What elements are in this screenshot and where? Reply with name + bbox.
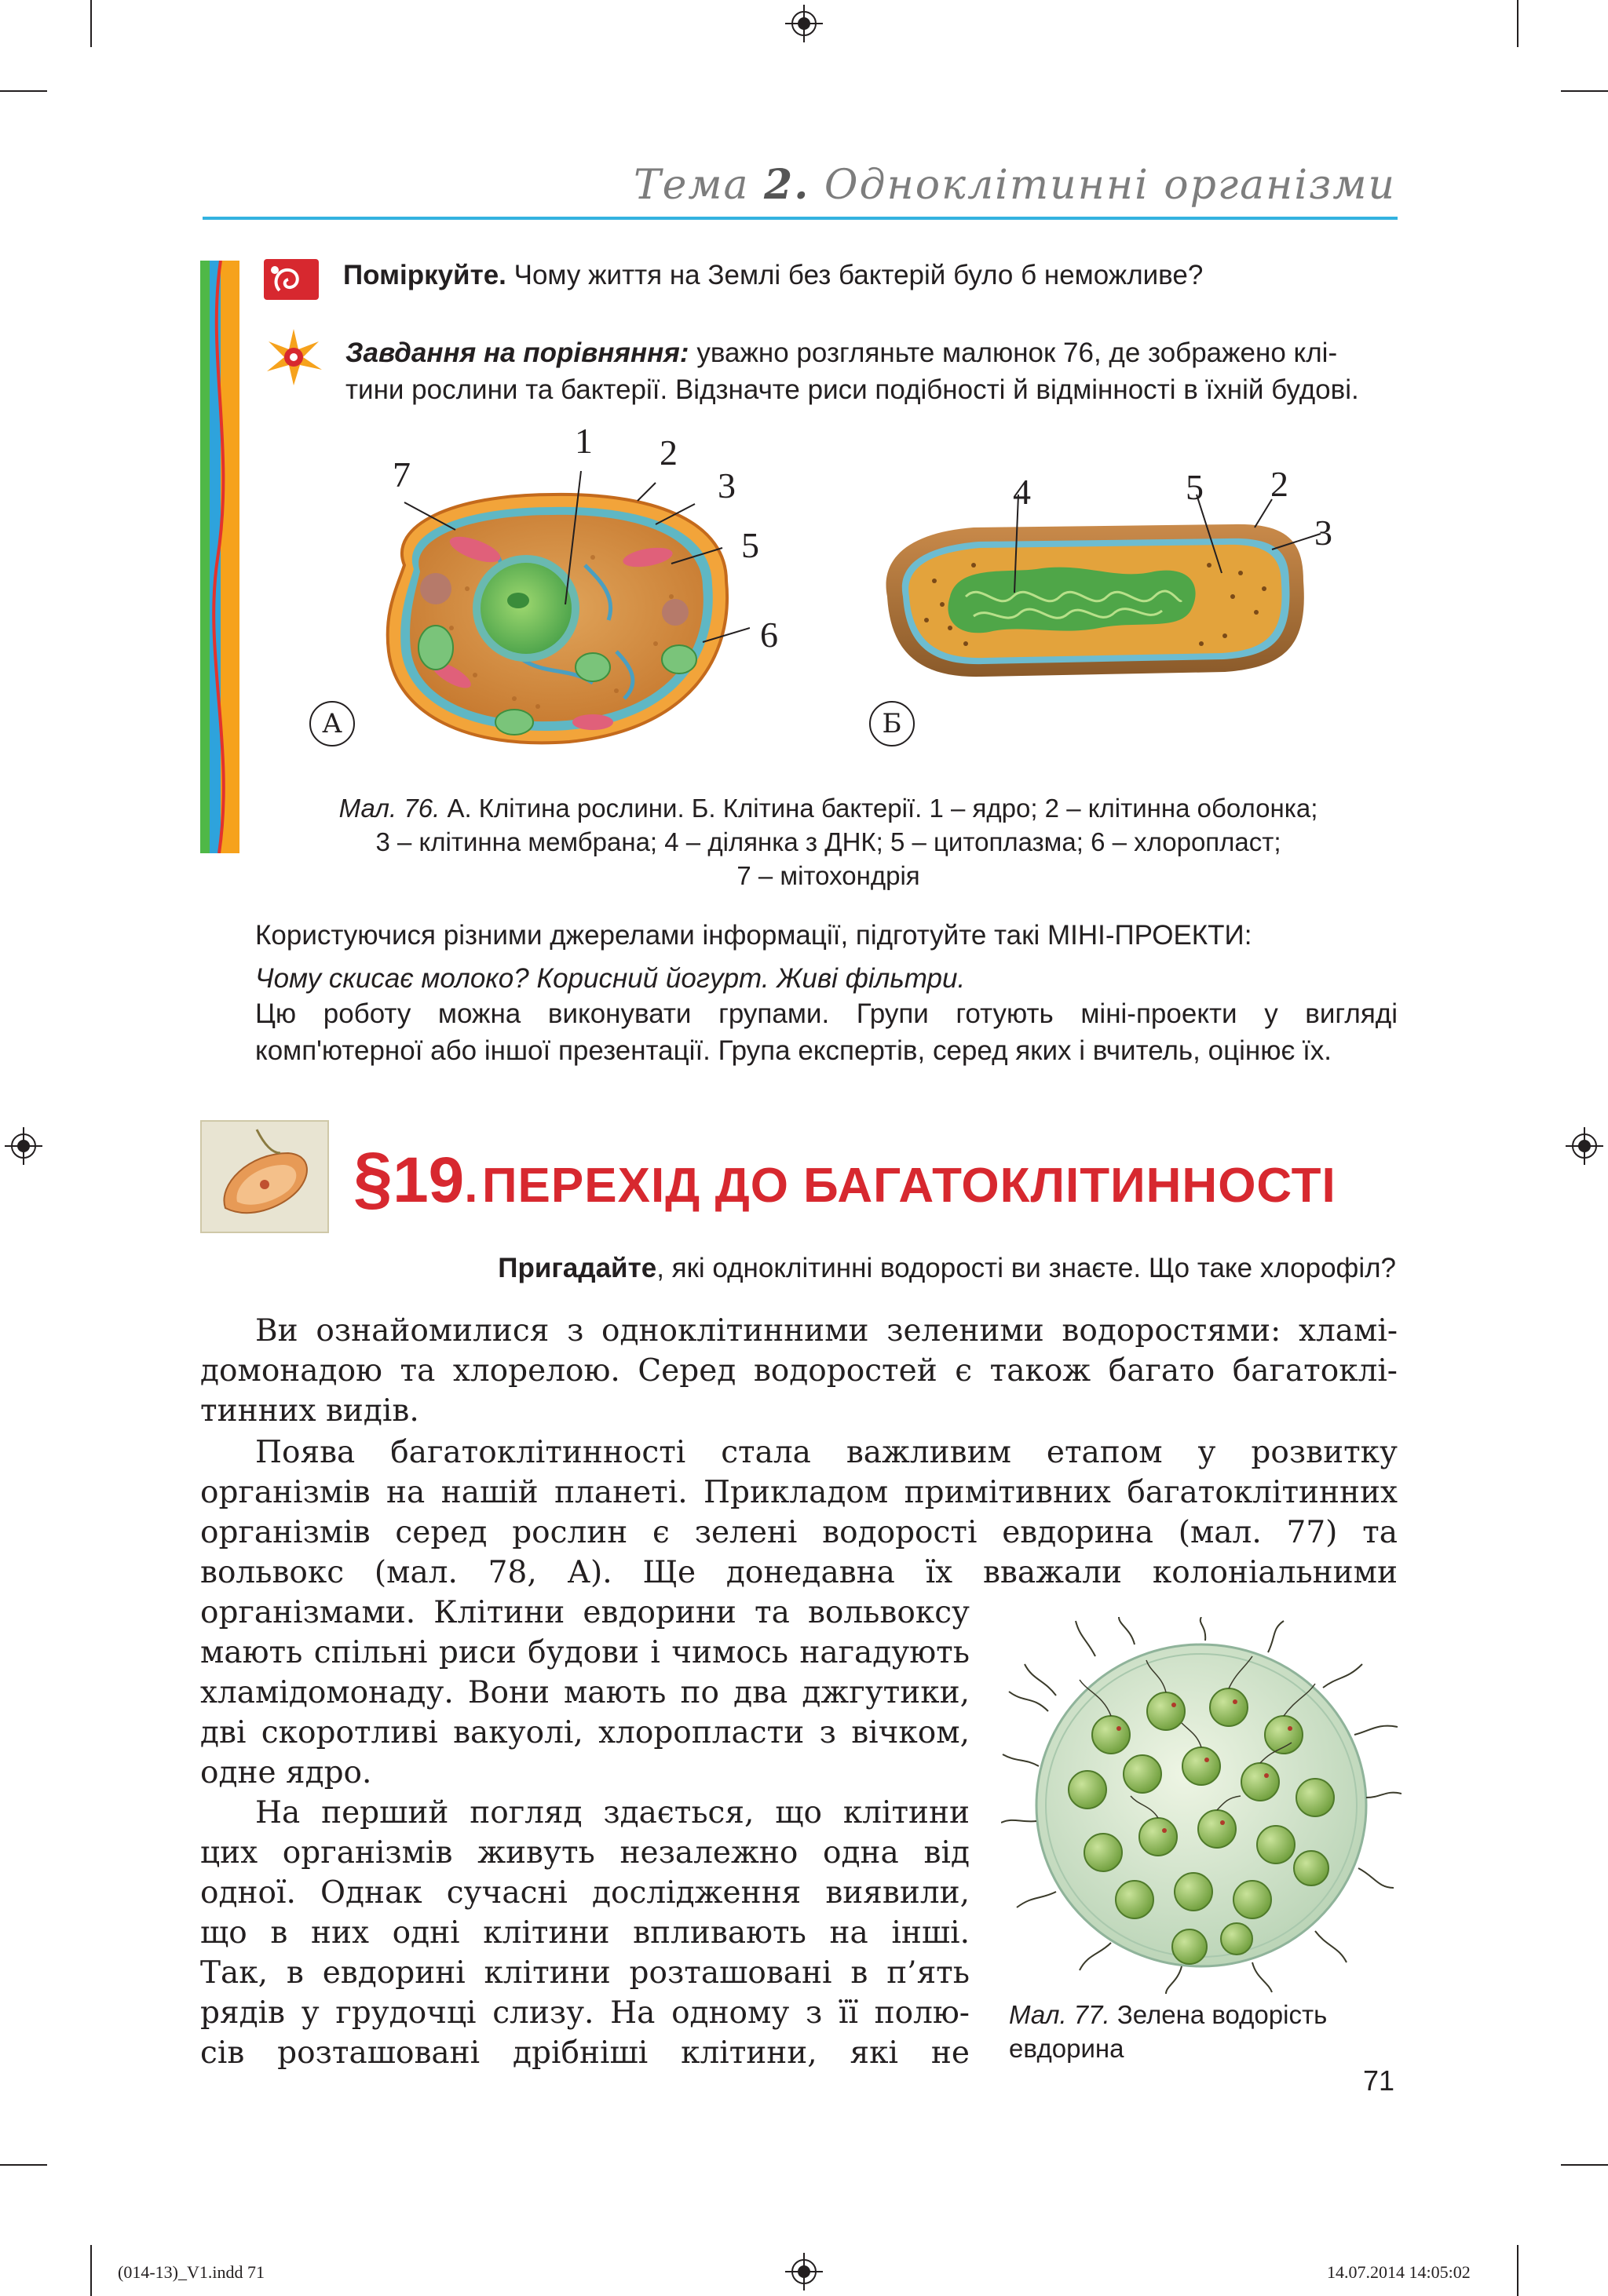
header-rule	[203, 217, 1398, 220]
mini-projects-intro: Користуючися різними джерелами інформації, підготуйте такі МІНІ-ПРОЕКТИ:	[255, 920, 1252, 951]
compare-task	[345, 334, 1398, 408]
paragraph-line: Поява багатоклітинності стала важливим етапом у розвитку	[255, 1435, 1398, 1470]
compare-line-2: тини рослини та бактерії. Відзначте риси подібності й відмінності в їхній будові.	[345, 374, 1359, 405]
plant-label-5: 5	[741, 525, 759, 565]
crop-mark	[1561, 2164, 1608, 2166]
paragraph-line: сів розташовані дрібніші клітини, які не	[200, 2035, 970, 2071]
figure-76-caption-line-1: А. Клітина рослини. Б. Клітина бактерії. 1 – ядро; 2 – клітинна оболонка;	[447, 794, 1318, 823]
eudorina-illustration	[1001, 1617, 1402, 1994]
figure-77-caption-line-2: евдорина	[1009, 2034, 1124, 2063]
paragraph-line: дві скоротливі вакуолі, хлоропласти з вічком,	[200, 1715, 970, 1750]
paragraph-2-continued	[200, 1593, 970, 1793]
paragraph-2	[200, 1433, 1398, 1593]
bacteria-label-5: 5	[1186, 467, 1204, 507]
crop-mark	[0, 2164, 47, 2166]
compare-line-1: уважно розгляньте малюнок 76, де зображено клі-	[696, 338, 1338, 368]
crop-mark	[0, 90, 47, 92]
bacteria-label-2: 2	[1270, 464, 1288, 504]
registration-mark-icon	[785, 5, 823, 42]
topic-label: Тема	[633, 162, 750, 209]
paragraph-line: одне ядро.	[200, 1755, 372, 1790]
figure-76-caption	[259, 791, 1398, 892]
paragraph-line: На перший погляд здається, що клітини	[255, 1795, 970, 1831]
registration-mark-icon	[1566, 1127, 1603, 1165]
paragraph-3	[200, 1793, 970, 2073]
running-header	[634, 161, 1396, 209]
section-dot: .	[464, 1159, 479, 1213]
mini-projects-note-line-1: Цю роботу можна виконувати групами. Групи готують міні-проекти у вигляді	[255, 998, 1398, 1029]
paragraph-line: хламідомонаду. Вони мають по два джгутики,	[200, 1675, 970, 1710]
crop-mark	[1517, 2245, 1518, 2296]
page-number: 71	[1363, 2064, 1395, 2097]
bacteria-label-3: 3	[1314, 513, 1332, 553]
paragraph-line: організмами. Клітини евдорини та вольвоксу	[200, 1595, 970, 1630]
section-title	[353, 1138, 1336, 1219]
panel-a-label: А	[322, 708, 342, 739]
paragraph-1	[200, 1311, 1398, 1431]
plant-label-1: 1	[575, 421, 593, 461]
paragraph-line: Так, в евдорині клітини розташовані в п’ять	[200, 1955, 970, 1991]
topic-number: 2.	[764, 161, 810, 209]
plant-label-7: 7	[393, 454, 411, 495]
topic-title: Одноклітинні організми	[824, 162, 1396, 209]
recall-prompt	[498, 1250, 1396, 1287]
section-symbol: §	[353, 1139, 393, 1217]
crop-mark	[1561, 90, 1608, 92]
compare-label: Завдання на порівняння:	[345, 338, 689, 368]
plant-label-6: 6	[760, 615, 778, 655]
side-ribbon-decoration	[200, 261, 239, 853]
footer-date: 14.07.2014 14:05:02	[1327, 2262, 1471, 2282]
figure-77-caption-text: Зелена водорість	[1116, 2000, 1328, 2029]
think-label: Поміркуйте.	[343, 260, 506, 290]
mini-projects-note	[255, 995, 1398, 1069]
registration-mark-icon	[785, 2253, 823, 2291]
paragraph-line: організмів на нашій планеті. Прикладом примітивних багатоклітинних	[200, 1475, 1398, 1510]
think-prompt	[343, 257, 1203, 294]
section-number: 19	[393, 1144, 465, 1216]
recall-label: Пригадайте	[498, 1253, 657, 1283]
panel-b-badge	[869, 701, 915, 746]
footer-file: (014-13)_V1.indd 71	[118, 2262, 265, 2282]
plant-label-2: 2	[660, 433, 678, 473]
figure-76-caption-line-3: 7 – мітохондрія	[736, 861, 920, 890]
mini-projects-topics: Чому скисає молоко? Корисний йогурт. Живі фільтри.	[255, 963, 966, 994]
paragraph-line: тинних видів.	[200, 1393, 419, 1429]
paragraph-line: організмів серед рослин є зелені водорості евдорина (мал. 77) та	[200, 1515, 1398, 1550]
section-heading-text: ПЕРЕХІД ДО БАГАТОКЛІТИННОСТІ	[481, 1159, 1336, 1213]
figure-77-ref: Мал. 77.	[1009, 2000, 1110, 2029]
bacteria-cell-illustration	[864, 471, 1335, 722]
crop-mark	[90, 2245, 92, 2296]
figure-76-caption-line-2: 3 – клітинна мембрана; 4 – ділянка з ДНК; 5 – цитоплазма; 6 – хлоропласт;	[375, 827, 1281, 856]
plant-cell-illustration	[357, 471, 750, 761]
paragraph-line: цих організмів живуть незалежно одна від	[200, 1835, 970, 1871]
paragraph-line: вольвокс (мал. 78, А). Ще донедавна їх вважали колоніальними	[200, 1555, 1398, 1590]
think-icon	[264, 259, 319, 300]
figure-77-caption	[1009, 1998, 1327, 2065]
paragraph-line: що в них одні клітини впливають на інші.	[200, 1915, 970, 1951]
crop-mark	[1517, 0, 1518, 47]
plant-label-3: 3	[718, 465, 736, 506]
figure-76-ref: Мал. 76.	[338, 794, 440, 823]
mini-projects-note-line-2: комп'ютерної або іншої презентації. Група експертів, серед яких і вчитель, оцінює їх.	[255, 1035, 1332, 1066]
compare-task-icon	[262, 326, 325, 389]
section-thumbnail	[200, 1120, 329, 1233]
paragraph-line: домонадою та хлорелою. Серед водоростей є також багато багатоклі-	[200, 1353, 1398, 1389]
bacteria-label-4: 4	[1013, 472, 1031, 512]
paragraph-line: одної. Однак сучасні дослідження виявили,	[200, 1875, 970, 1911]
panel-b-label: Б	[882, 708, 902, 739]
recall-text: , які одноклітинні водорості ви знаєте. Що таке хлорофіл?	[656, 1253, 1396, 1283]
paragraph-line: мають спільні риси будови і чимось нагадують	[200, 1635, 970, 1670]
crop-mark	[90, 0, 92, 47]
think-text: Чому життя на Землі без бактерій було б неможливе?	[513, 260, 1204, 290]
registration-mark-icon	[5, 1127, 42, 1165]
panel-a-badge	[309, 701, 355, 746]
paragraph-line: Ви ознайомилися з одноклітинними зеленими водоростями: хламі-	[255, 1313, 1398, 1349]
paragraph-line: рядів у грудочці слизу. На одному з її полю-	[200, 1995, 970, 2031]
